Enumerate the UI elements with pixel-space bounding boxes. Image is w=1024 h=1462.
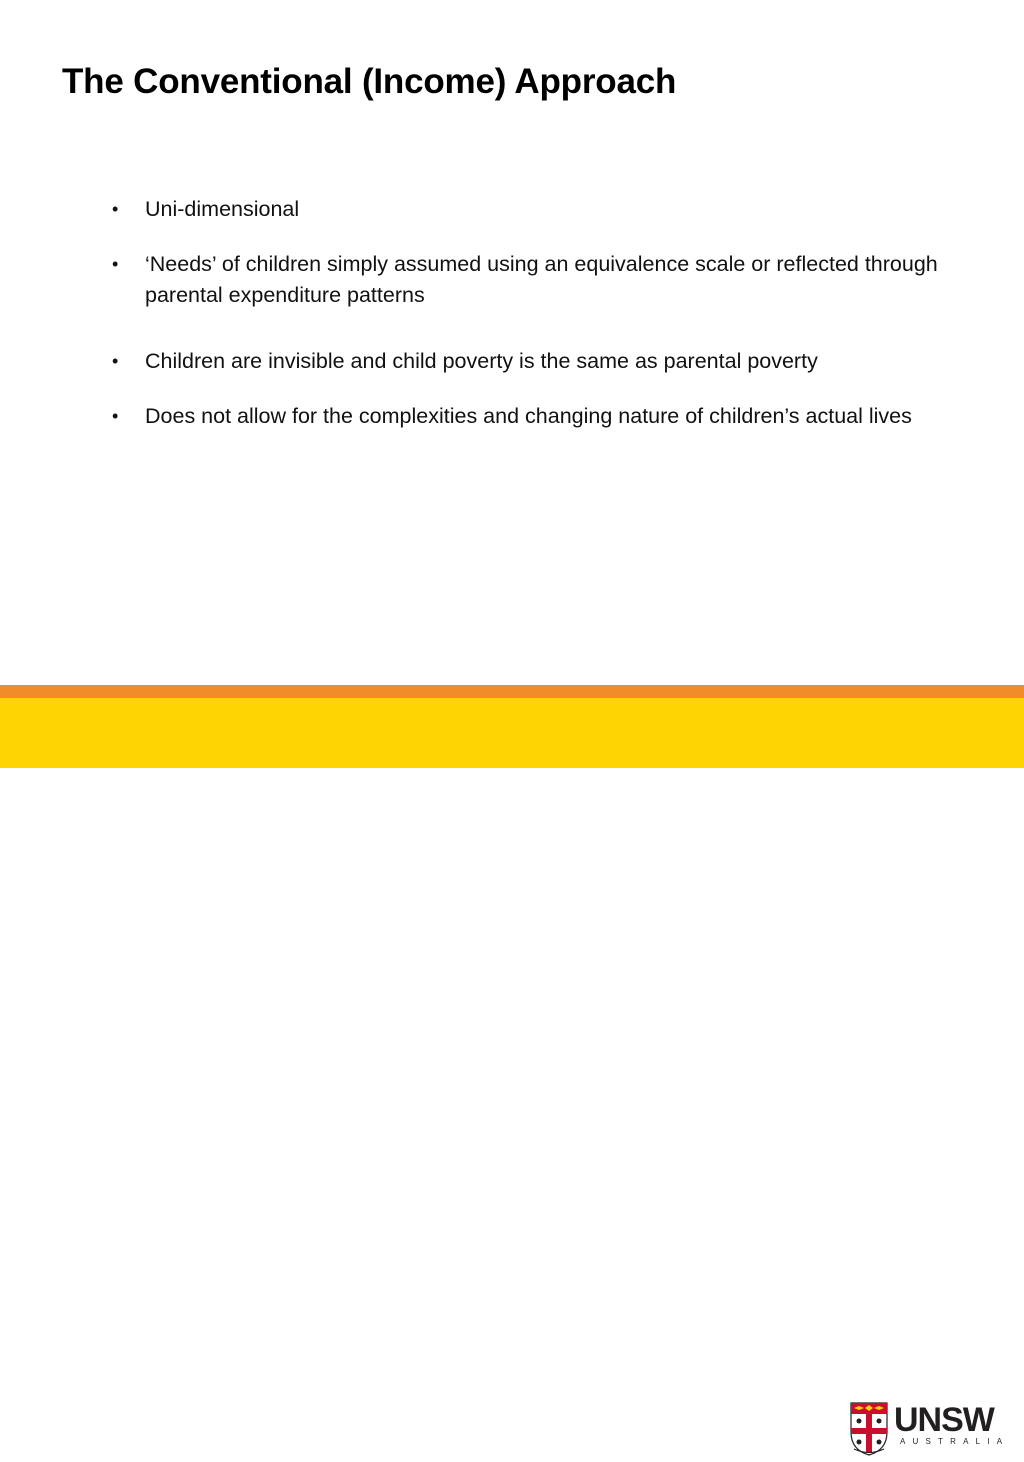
unsw-crest-icon: [850, 1402, 888, 1456]
unsw-logo: [848, 1400, 1010, 1462]
bullet-text: Children are invisible and child poverty is the same as parental poverty: [145, 349, 818, 373]
logo-subtext: AUSTRALIA: [900, 1437, 1010, 1446]
bullet-text: ‘Needs’ of children simply assumed using an equivalence scale or reflected through parental expenditure patterns: [145, 252, 938, 307]
bullet-item: [112, 401, 972, 432]
bullet-marker: •: [112, 199, 119, 219]
bullet-item: [112, 346, 972, 377]
bullet-item: [112, 249, 972, 311]
bullet-marker: •: [112, 406, 119, 426]
footer-yellow-band: [0, 698, 1024, 1446]
bullet-list: [112, 194, 972, 432]
bullet-text: Does not allow for the complexities and changing nature of children’s actual lives: [145, 404, 912, 428]
slide-title: The Conventional (Income) Approach: [62, 62, 677, 101]
footer-orange-band: [0, 685, 1024, 698]
bullet-item: [112, 194, 972, 225]
bullet-text: Uni-dimensional: [145, 197, 300, 221]
bullet-marker: •: [112, 351, 119, 371]
logo-wordmark: UNSW: [894, 1401, 994, 1439]
bullet-marker: •: [112, 254, 119, 274]
